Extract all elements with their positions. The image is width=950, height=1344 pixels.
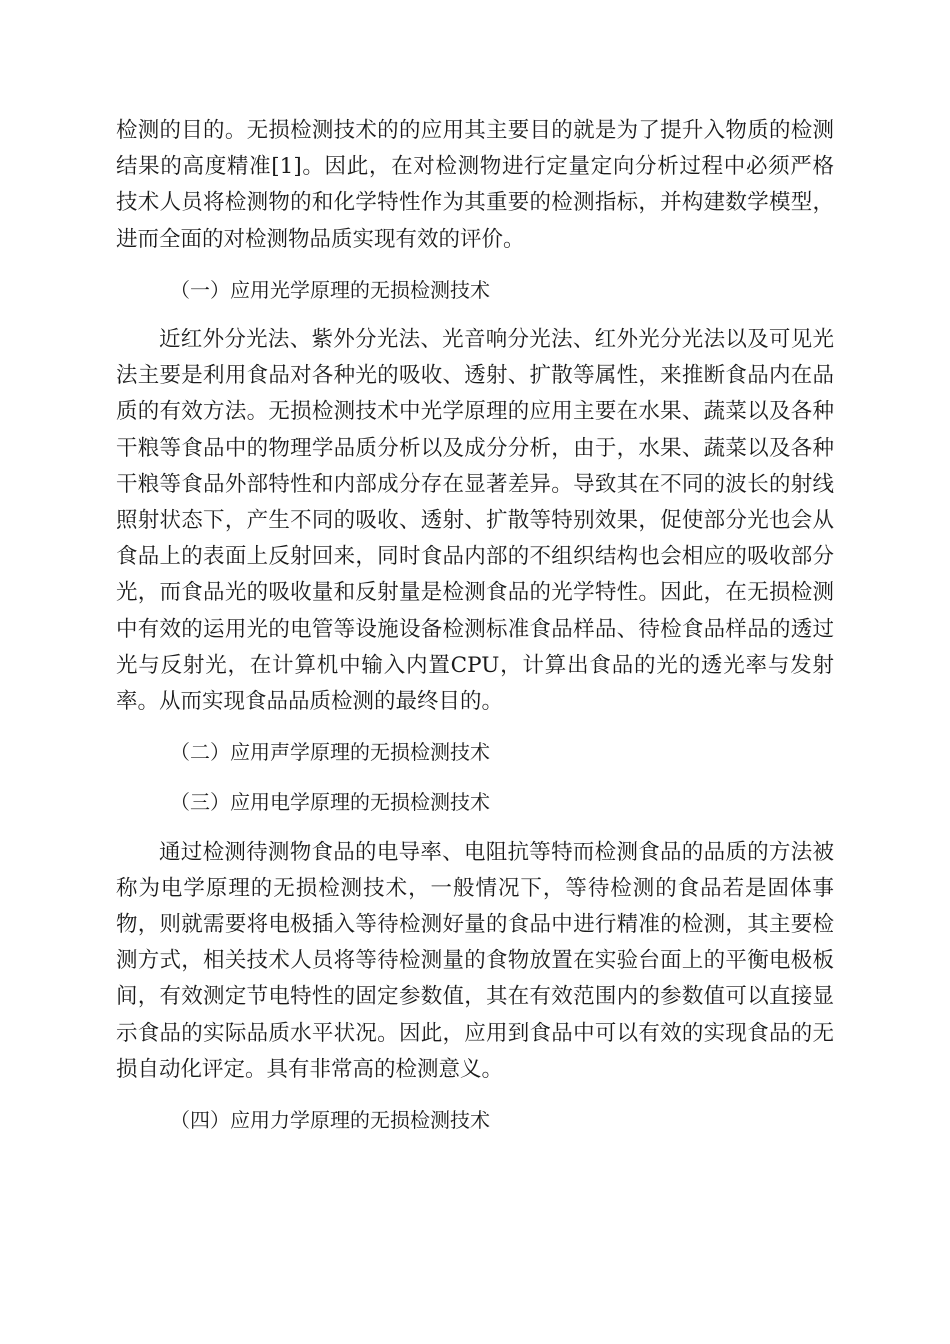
spacer	[116, 770, 834, 784]
paragraph-intro: 检测的目的。无损检测技术的的应用其主要目的就是为了提升入物质的检测结果的高度精准[1]。因此，在对检测物进行定量定向分析过程中必须严格技术人员将检测物的和化学特性作为其重要的检测指标，并构建数学模型，进而全面的对检测物品质实现有效的评价。	[116, 118, 834, 252]
spacer	[116, 1088, 834, 1102]
spacer	[116, 308, 834, 322]
section-heading-electrical: （三）应用电学原理的无损检测技术	[170, 790, 490, 815]
section-heading-optical: （一）应用光学原理的无损检测技术	[170, 277, 490, 302]
spacer	[116, 720, 834, 734]
document-body	[116, 113, 834, 1138]
section-heading-mechanical: （四）应用力学原理的无损检测技术	[170, 1108, 490, 1133]
paragraph-optical: 近红外分光法、紫外分光法、光音响分光法、红外光分光法以及可见光法主要是利用食品对各种光的吸收、透射、扩散等属性，来推断食品内在品质的有效方法。无损检测技术中光学原理的应用主要在水果、蔬菜以及各种干粮等食品中的物理学品质分析以及成分分析，由于，水果、蔬菜以及各种干粮等食品外部特性和内部成分存在显著差异。导致其在不同的波长的射线照射状态下，产生不同的吸收、透射、扩散等特别效果，促使部分光也会从食品上的表面上反射回来，同时食品内部的不组织结构也会相应的吸收部分光，而食品光的吸收量和反射量是检测食品的光学特性。因此，在无损检测中有效的运用光的电管等设施设备检测标准食品样品、待检食品样品的透过光与反射光，在计算机中输入内置CPU，计算出食品的光的透光率与发射率。从而实现食品品质检测的最终目的。	[116, 327, 834, 715]
paragraph-electrical: 通过检测待测物食品的电导率、电阻抗等特而检测食品的品质的方法被称为电学原理的无损检测技术，一般情况下，等待检测的食品若是固体事物，则就需要将电极插入等待检测好量的食品中进行精准的检测，其主要检测方式，相关技术人员将等待检测量的食物放置在实验台面上的平衡电极板间，有效测定节电特性的固定参数值，其在有效范围内的参数值可以直接显示食品的实际品质水平状况。因此，应用到食品中可以有效的实现食品的无损自动化评定。具有非常高的检测意义。	[116, 839, 834, 1082]
spacer	[116, 821, 834, 835]
section-heading-acoustic: （二）应用声学原理的无损检测技术	[170, 740, 490, 765]
spacer	[116, 258, 834, 272]
